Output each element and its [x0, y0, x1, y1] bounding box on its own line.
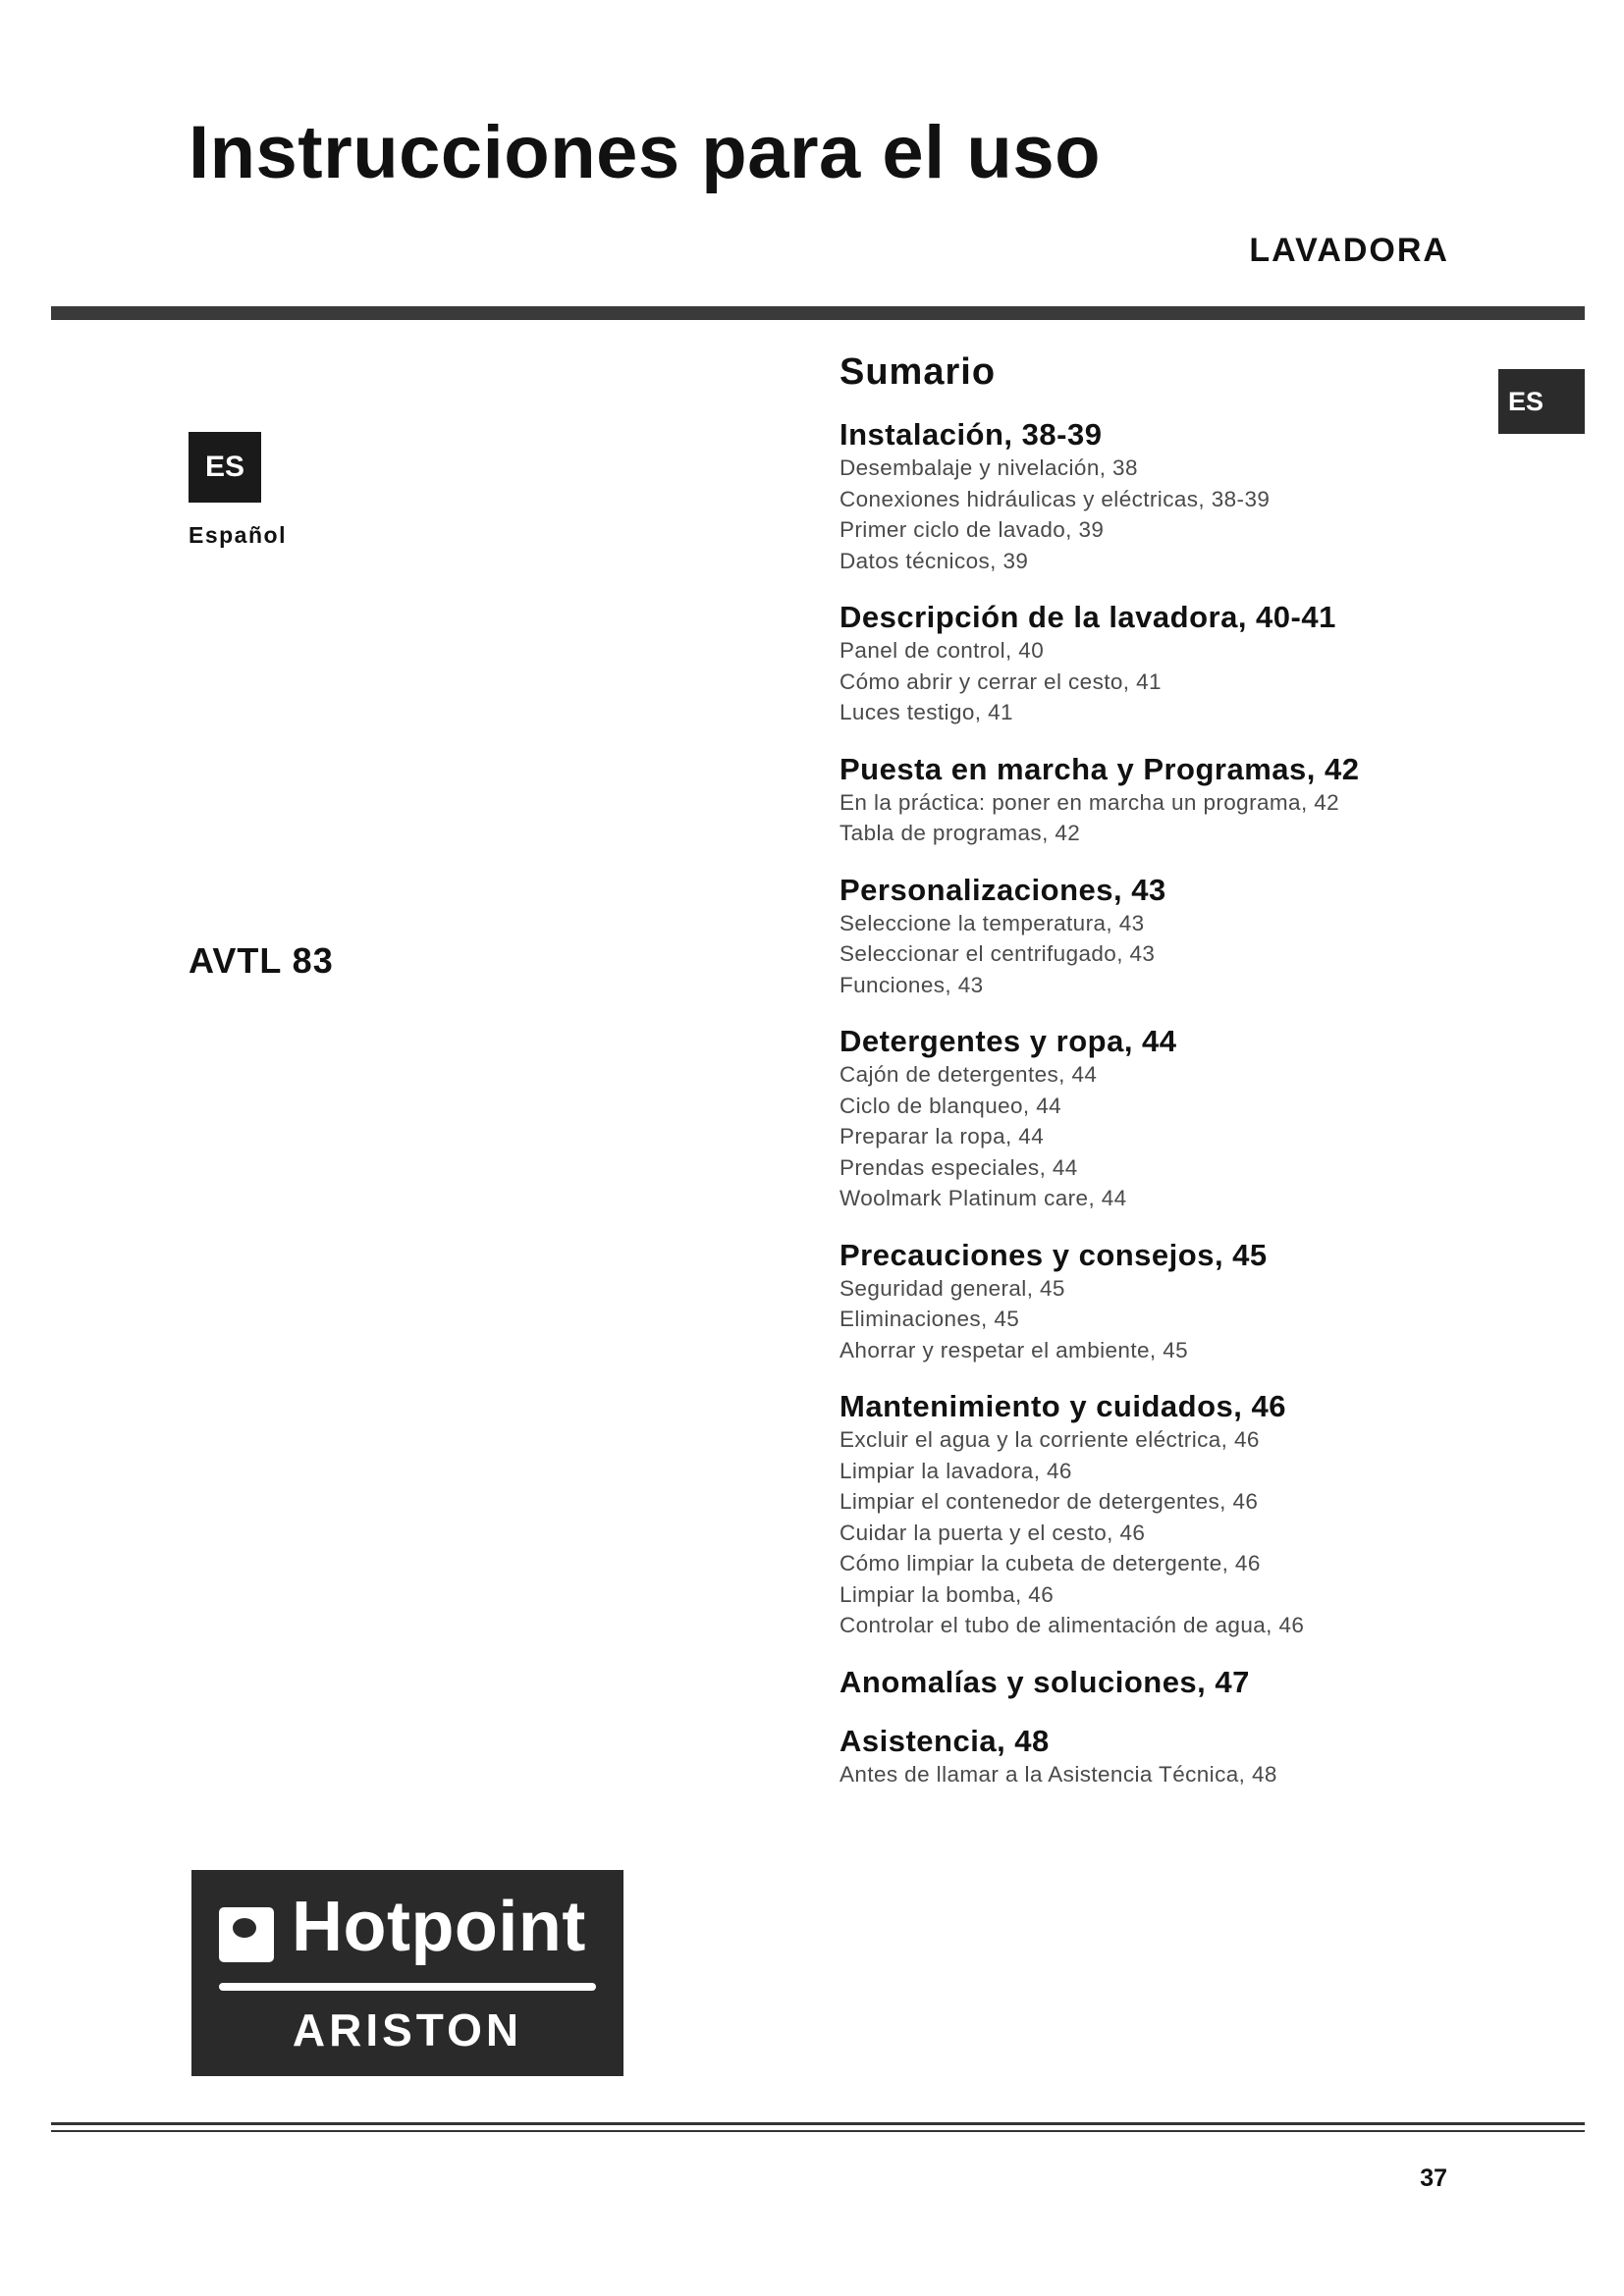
- toc-item: Eliminaciones, 45: [839, 1307, 1020, 1331]
- language-name: Español: [189, 522, 287, 548]
- toc-section-title: Mantenimiento y cuidados, 46: [839, 1389, 1286, 1423]
- brand-subname: ARISTON: [292, 2004, 523, 2056]
- toc-section-title: Asistencia, 48: [839, 1723, 1050, 1758]
- top-divider: [51, 306, 1585, 320]
- toc-item: Desembalaje y nivelación, 38: [839, 455, 1138, 480]
- toc-item: Excluir el agua y la corriente eléctrica, 46: [839, 1427, 1260, 1452]
- toc-section-title: Anomalías y soluciones, 47: [839, 1664, 1250, 1699]
- toc-item: Datos técnicos, 39: [839, 548, 1029, 573]
- page-title: Instrucciones para el uso: [189, 111, 1102, 194]
- toc-item: Ahorrar y respetar el ambiente, 45: [839, 1337, 1189, 1362]
- toc-section: [839, 1665, 1507, 1700]
- toc-item: Preparar la ropa, 44: [839, 1124, 1045, 1148]
- toc-item: Conexiones hidráulicas y eléctricas, 38-39: [839, 486, 1271, 511]
- toc-title: Sumario: [839, 351, 997, 393]
- toc-section-title: Personalizaciones, 43: [839, 872, 1166, 907]
- toc-item: Antes de llamar a la Asistencia Técnica, 48: [839, 1761, 1277, 1787]
- brand-name: Hotpoint: [292, 1888, 586, 1966]
- toc-item: Prendas especiales, 44: [839, 1154, 1078, 1180]
- toc-section: [839, 1024, 1507, 1214]
- toc-item: Cuidar la puerta y el cesto, 46: [839, 1520, 1146, 1545]
- toc-section: [839, 417, 1507, 576]
- toc-item: Limpiar la lavadora, 46: [839, 1458, 1072, 1483]
- toc-section: [839, 600, 1507, 728]
- toc-item: Seleccione la temperatura, 43: [839, 910, 1145, 935]
- toc-item: Cómo limpiar la cubeta de detergente, 46: [839, 1551, 1261, 1575]
- brand-logo: [191, 1870, 623, 2076]
- language-badge: ES: [189, 432, 261, 503]
- toc-section-title: Precauciones y consejos, 45: [839, 1237, 1268, 1272]
- model-name: AVTL 83: [189, 940, 334, 981]
- toc-section: [839, 752, 1507, 849]
- toc-section-title: Descripción de la lavadora, 40-41: [839, 600, 1336, 634]
- toc-section-title: Instalación, 38-39: [839, 417, 1103, 452]
- toc-section: [839, 1724, 1507, 1790]
- toc-item: Seleccionar el centrifugado, 43: [839, 941, 1156, 966]
- toc-item: Funciones, 43: [839, 972, 984, 997]
- toc-item: Seguridad general, 45: [839, 1275, 1065, 1301]
- toc-item: Cómo abrir y cerrar el cesto, 41: [839, 668, 1162, 694]
- toc-section-title: Detergentes y ropa, 44: [839, 1024, 1177, 1058]
- toc-item: Panel de control, 40: [839, 638, 1045, 663]
- toc-item: Tabla de programas, 42: [839, 821, 1081, 845]
- toc-item: En la práctica: poner en marcha un programa, 42: [839, 789, 1340, 815]
- toc-item: Limpiar el contenedor de detergentes, 46: [839, 1489, 1259, 1514]
- bottom-divider: [51, 2122, 1585, 2125]
- toc-item: Luces testigo, 41: [839, 700, 1013, 724]
- page-number: 37: [1420, 2164, 1447, 2192]
- toc-item: Woolmark Platinum care, 44: [839, 1186, 1127, 1210]
- table-of-contents: [839, 350, 1507, 1813]
- toc-item: Primer ciclo de lavado, 39: [839, 517, 1105, 542]
- toc-section: [839, 873, 1507, 1001]
- toc-sections: [839, 417, 1507, 1789]
- toc-item: Controlar el tubo de alimentación de agua, 46: [839, 1613, 1305, 1637]
- toc-section-title: Puesta en marcha y Programas, 42: [839, 751, 1360, 786]
- toc-section: [839, 1238, 1507, 1366]
- toc-item: Limpiar la bomba, 46: [839, 1581, 1055, 1607]
- product-type: LAVADORA: [1249, 232, 1449, 269]
- bottom-divider-thin: [51, 2130, 1585, 2132]
- toc-item: Cajón de detergentes, 44: [839, 1062, 1098, 1087]
- language-side-tab: ES: [1498, 369, 1585, 434]
- toc-item: Ciclo de blanqueo, 44: [839, 1093, 1062, 1118]
- logo-mark-icon: [219, 1907, 274, 1962]
- toc-section: [839, 1389, 1507, 1641]
- logo-divider: [219, 1983, 596, 1991]
